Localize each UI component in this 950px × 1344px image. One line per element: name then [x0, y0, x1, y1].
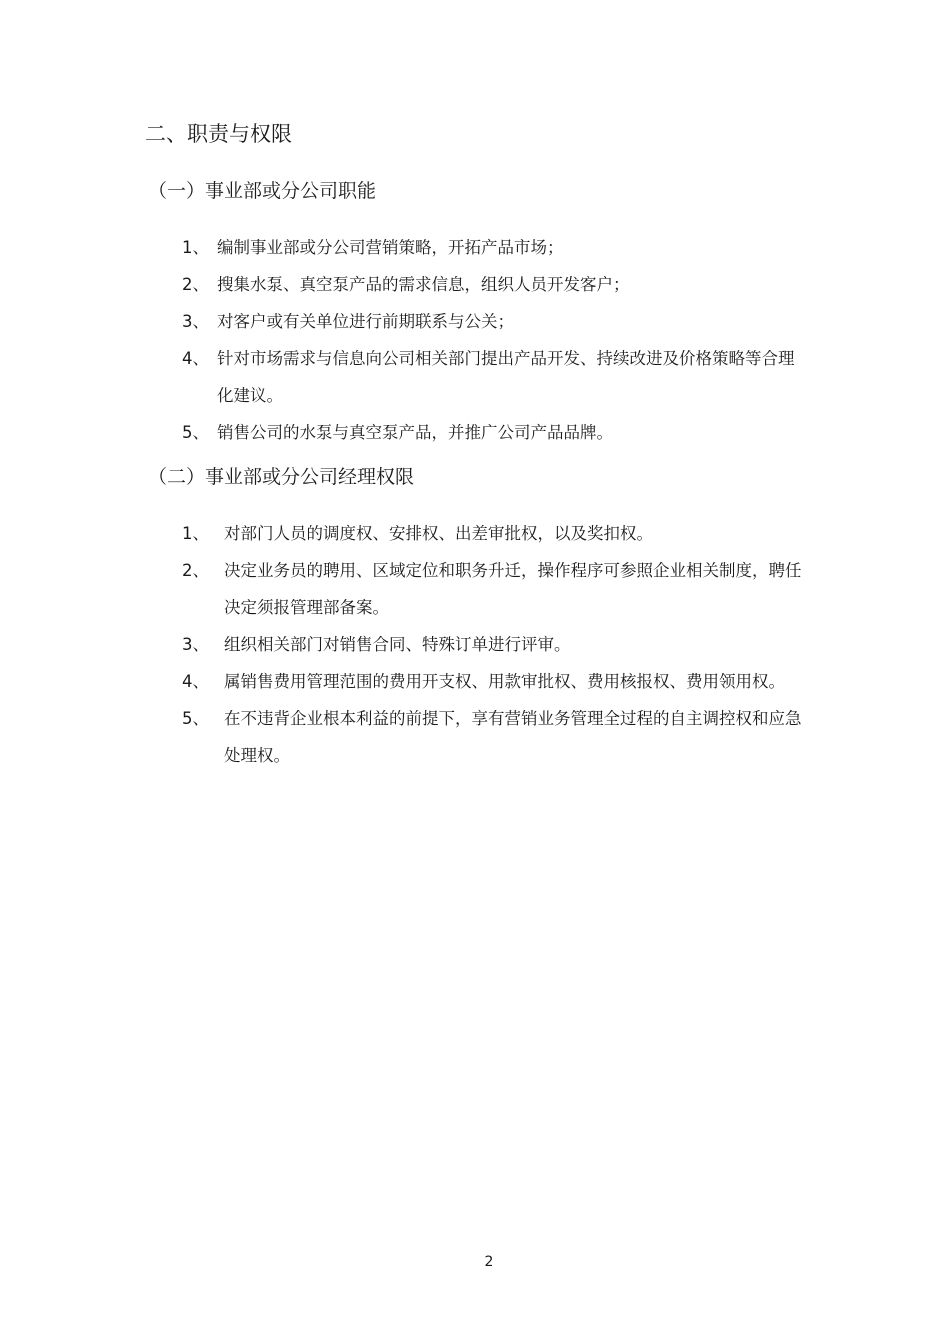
list-item	[182, 626, 802, 663]
item-number: 3、	[182, 312, 209, 331]
list-item	[182, 552, 802, 626]
functions-list	[182, 229, 802, 451]
item-number: 2、	[182, 275, 209, 294]
item-text: 属销售费用管理范围的费用开支权、用款审批权、费用核报权、费用领用权。	[224, 672, 785, 691]
item-text: 搜集水泵、真空泵产品的需求信息，组织人员开发客户；	[217, 275, 630, 294]
item-number: 1、	[182, 238, 209, 257]
item-text: 决定业务员的聘用、区域定位和职务升迁，操作程序可参照企业相关制度，聘任决定须报管理部备案。	[224, 561, 802, 617]
item-number: 4、	[182, 349, 209, 368]
list-item	[182, 414, 802, 451]
item-number: 3、	[182, 635, 209, 654]
item-number: 2、	[182, 561, 209, 580]
list-item	[182, 663, 802, 700]
item-text: 针对市场需求与信息向公司相关部门提出产品开发、持续改进及价格策略等合理化建议。	[217, 349, 795, 405]
item-text: 销售公司的水泵与真空泵产品，并推广公司产品品牌。	[217, 423, 613, 442]
subsection-title-functions: （一）事业部或分公司职能	[148, 180, 377, 202]
item-text: 组织相关部门对销售合同、特殊订单进行评审。	[224, 635, 571, 654]
list-item	[182, 266, 802, 303]
subsection-title-authority: （二）事业部或分公司经理权限	[148, 466, 415, 488]
list-item	[182, 515, 802, 552]
item-text: 对部门人员的调度权、安排权、出差审批权，以及奖扣权。	[224, 524, 653, 543]
item-number: 5、	[182, 709, 209, 728]
page-number: 2	[484, 1254, 494, 1270]
item-number: 1、	[182, 524, 209, 543]
list-item	[182, 303, 802, 340]
list-item	[182, 229, 802, 266]
item-text: 在不违背企业根本利益的前提下，享有营销业务管理全过程的自主调控权和应急处理权。	[224, 709, 802, 765]
item-number: 4、	[182, 672, 209, 691]
item-text: 对客户或有关单位进行前期联系与公关；	[217, 312, 514, 331]
list-item	[182, 700, 802, 774]
section-title: 二、职责与权限	[145, 122, 292, 146]
list-item	[182, 340, 802, 414]
item-text: 编制事业部或分公司营销策略，开拓产品市场；	[217, 238, 564, 257]
item-number: 5、	[182, 423, 209, 442]
authority-list	[182, 515, 802, 774]
